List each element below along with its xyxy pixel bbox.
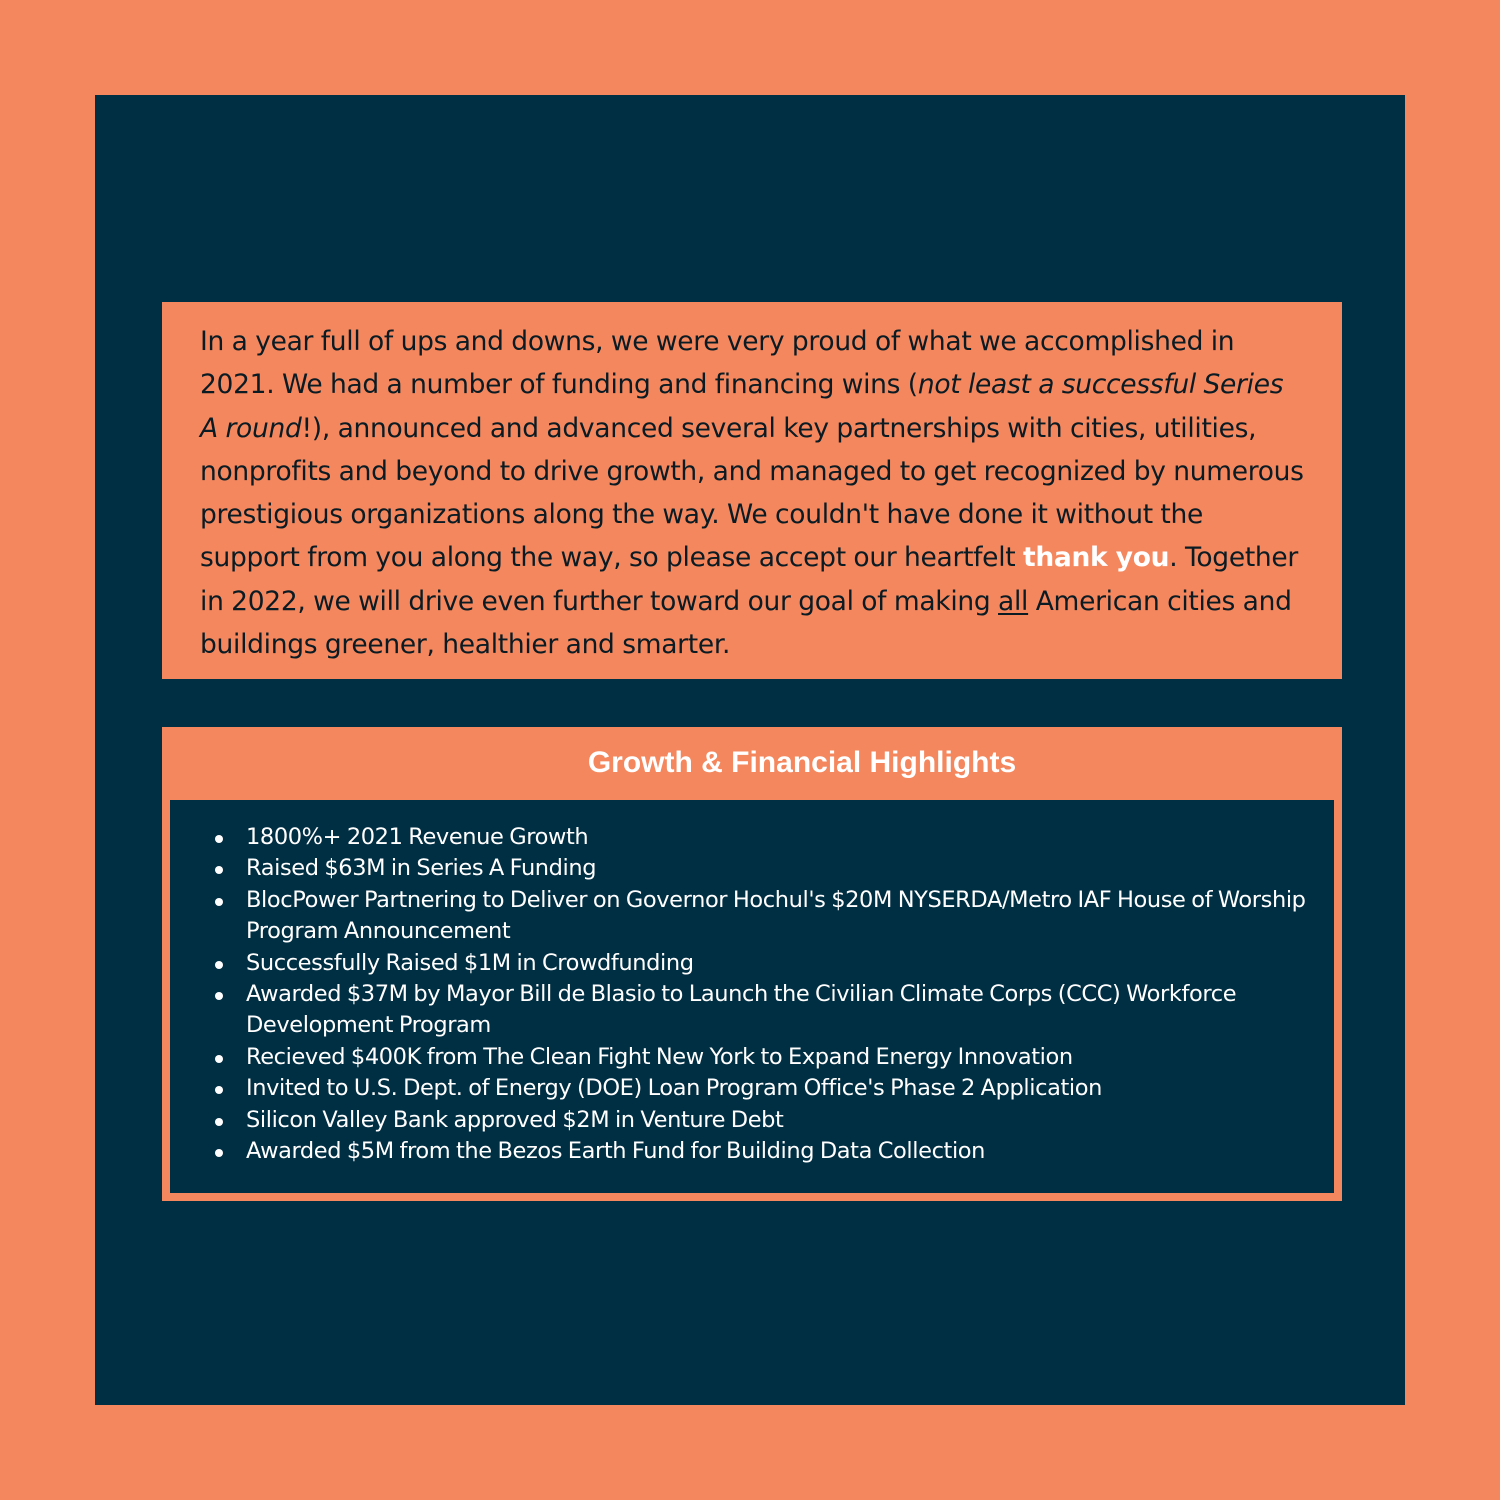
highlights-inner-panel	[170, 800, 1334, 1193]
intro-underlined-all: all	[998, 585, 1029, 617]
highlight-item	[170, 1136, 1334, 1167]
highlight-item	[170, 1073, 1334, 1104]
intro-italic-text: not least a successful Series A round	[200, 369, 1284, 444]
bullet-icon	[215, 1086, 223, 1094]
intro-text-part-3: . Together in 2022, we will drive even further toward our goal of making	[200, 542, 1299, 617]
highlight-item	[170, 1042, 1334, 1073]
highlight-item	[170, 979, 1334, 1042]
highlights-title-text: Growth & Financial Highlights	[587, 746, 1017, 779]
intro-paragraph	[200, 320, 1304, 666]
highlight-item-text: BlocPower Partnering to Deliver on Governor Hochul's $20M NYSERDA/Metro IAF House of Worship Program Announcement	[246, 886, 1306, 945]
intro-box	[162, 302, 1342, 679]
highlight-item-text: Silicon Valley Bank approved $2M in Venture Debt	[246, 1106, 784, 1133]
highlight-item-text: Awarded $37M by Mayor Bill de Blasio to Launch the Civilian Climate Corps (CCC) Workforce Development Program	[246, 981, 1237, 1039]
bullet-icon	[215, 961, 223, 969]
bullet-icon	[215, 866, 223, 874]
highlight-item	[170, 948, 1334, 979]
highlight-item-text: Awarded $5M from the Bezos Earth Fund for Building Data Collection	[246, 1138, 986, 1165]
bullet-icon	[215, 898, 223, 906]
highlight-item-text: Raised $63M in Series A Funding	[246, 855, 597, 882]
highlight-item	[170, 1105, 1334, 1136]
highlight-item	[170, 885, 1334, 948]
intro-text-part-1: In a year full of ups and downs, we were very proud of what we accomplished in 2021. We had a number of funding and financing wins (	[200, 326, 1235, 401]
intro-text-part-4: American cities and buildings greener, healthier and smarter.	[200, 585, 1292, 661]
highlight-item	[170, 853, 1334, 884]
intro-bold-thank-you: thank you	[1022, 542, 1170, 574]
bullet-icon	[215, 835, 223, 843]
highlight-item-text: Invited to U.S. Dept. of Energy (DOE) Loan Program Office's Phase 2 Application	[246, 1075, 1102, 1102]
highlight-item-text: 1800%+ 2021 Revenue Growth	[246, 824, 589, 850]
highlights-box	[162, 727, 1342, 1201]
intro-text-part-2: !), announced and advanced several key partnerships with cities, utilities, nonprofits and beyond to drive growth, and managed to get recognized by numerous prestigious organizations along the way. We couldn't have done it without the support from you along the way, so please accept our heartfelt	[200, 412, 1304, 574]
highlight-item-text: Recieved $400K from The Clean Fight New York to Expand Energy Innovation	[246, 1043, 1073, 1070]
highlights-list	[170, 822, 1334, 1167]
highlight-item	[170, 822, 1334, 853]
bullet-icon	[215, 1118, 223, 1126]
bullet-icon	[215, 1149, 223, 1157]
highlight-item-text: Successfully Raised $1M in Crowdfunding	[246, 949, 694, 976]
bullet-icon	[215, 992, 223, 1000]
bullet-icon	[215, 1055, 223, 1063]
highlights-title	[162, 727, 1342, 799]
